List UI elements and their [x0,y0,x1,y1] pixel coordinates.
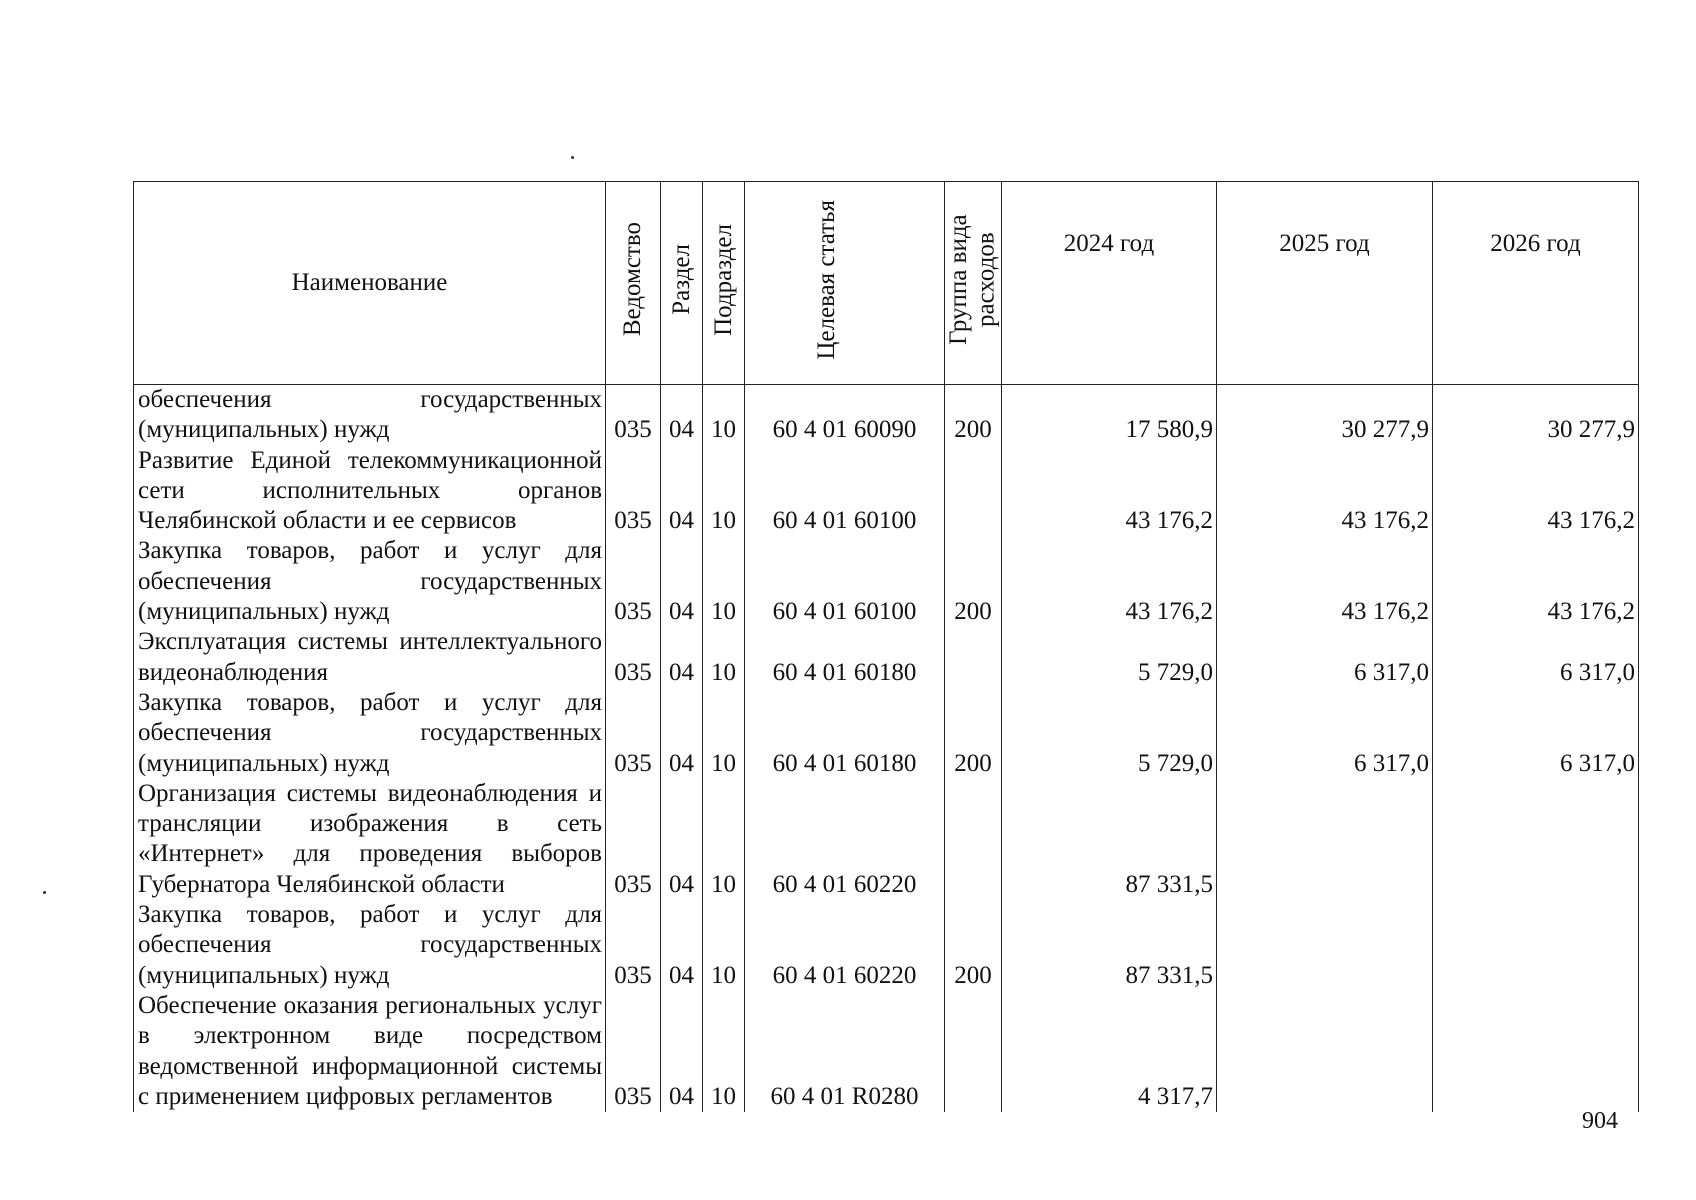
table-row [134,688,1639,779]
cell-gruppa: 200 [945,688,1002,779]
cell-2025: 43 176,2 [1217,446,1433,537]
page-number: 904 [1582,1108,1618,1134]
cell-2026: 6 317,0 [1433,627,1639,688]
cell-gruppa [945,779,1002,900]
cell-2026 [1433,900,1639,991]
cell-2025: 43 176,2 [1217,536,1433,627]
header-gruppa: Группа вида расходов [945,182,1002,385]
cell-name: Закупка товаров, работ и услуг для обеспечения государственных (муниципальных) нужд [134,688,606,779]
cell-gruppa: 200 [945,900,1002,991]
cell-2025: 30 277,9 [1217,385,1433,446]
cell-2024: 17 580,9 [1002,385,1217,446]
cell-gruppa [945,991,1002,1112]
cell-gruppa: 200 [945,385,1002,446]
cell-2025 [1217,779,1433,900]
cell-celevaya: 60 4 01 60100 [745,536,945,627]
cell-razdel: 04 [661,900,703,991]
cell-celevaya: 60 4 01 R0280 [745,991,945,1112]
table-body [134,385,1639,1113]
cell-name: Закупка товаров, работ и услуг для обеспечения государственных (муниципальных) нужд [134,900,606,991]
table-row [134,536,1639,627]
header-2025: 2025 год [1217,182,1433,385]
cell-podrazdel: 10 [703,900,745,991]
cell-2026 [1433,991,1639,1112]
cell-razdel: 04 [661,779,703,900]
budget-table [133,181,1639,1112]
cell-ved: 035 [606,627,661,688]
cell-ved: 035 [606,688,661,779]
scan-speck [43,891,46,894]
cell-2025 [1217,900,1433,991]
cell-gruppa [945,446,1002,537]
cell-podrazdel: 10 [703,627,745,688]
table-row [134,779,1639,900]
cell-name: Организация системы видеонаблюдения и трансляции изображения в сеть «Интернет» для проведения выборов Губернатора Челябинской области [134,779,606,900]
table-header [134,182,1639,385]
cell-2024: 87 331,5 [1002,779,1217,900]
header-ved: Ведомство [606,182,661,385]
cell-celevaya: 60 4 01 60100 [745,446,945,537]
cell-2026: 43 176,2 [1433,536,1639,627]
table-row [134,385,1639,446]
cell-2024: 43 176,2 [1002,446,1217,537]
header-celevaya: Целевая статья [745,182,945,385]
cell-name: обеспечения государственных (муниципальных) нужд [134,385,606,446]
header-2024: 2024 год [1002,182,1217,385]
table-row [134,900,1639,991]
cell-ved: 035 [606,446,661,537]
cell-razdel: 04 [661,385,703,446]
cell-2024: 5 729,0 [1002,688,1217,779]
cell-ved: 035 [606,779,661,900]
cell-celevaya: 60 4 01 60220 [745,779,945,900]
cell-2026 [1433,779,1639,900]
cell-razdel: 04 [661,536,703,627]
cell-2024: 87 331,5 [1002,900,1217,991]
cell-2026: 30 277,9 [1433,385,1639,446]
cell-celevaya: 60 4 01 60220 [745,900,945,991]
cell-2026: 43 176,2 [1433,446,1639,537]
cell-2024: 4 317,7 [1002,991,1217,1112]
cell-name: Обеспечение оказания региональных услуг в электронном виде посредством ведомственной информационной системы с применением цифровых регламентов [134,991,606,1112]
cell-2026: 6 317,0 [1433,688,1639,779]
table-row [134,991,1639,1112]
cell-gruppa [945,627,1002,688]
cell-ved: 035 [606,536,661,627]
cell-celevaya: 60 4 01 60090 [745,385,945,446]
header-razdel: Раздел [661,182,703,385]
cell-2025: 6 317,0 [1217,627,1433,688]
cell-gruppa: 200 [945,536,1002,627]
cell-razdel: 04 [661,991,703,1112]
header-podrazdel: Подраздел [703,182,745,385]
cell-2025 [1217,991,1433,1112]
cell-razdel: 04 [661,627,703,688]
cell-podrazdel: 10 [703,779,745,900]
cell-name: Эксплуатация системы интеллектуального видеонаблюдения [134,627,606,688]
cell-2025: 6 317,0 [1217,688,1433,779]
cell-name: Закупка товаров, работ и услуг для обеспечения государственных (муниципальных) нужд [134,536,606,627]
cell-ved: 035 [606,991,661,1112]
cell-podrazdel: 10 [703,446,745,537]
cell-razdel: 04 [661,446,703,537]
cell-podrazdel: 10 [703,688,745,779]
table-row [134,627,1639,688]
cell-celevaya: 60 4 01 60180 [745,688,945,779]
header-name: Наименование [134,182,606,385]
cell-podrazdel: 10 [703,536,745,627]
header-2026: 2026 год [1433,182,1639,385]
cell-ved: 035 [606,900,661,991]
cell-ved: 035 [606,385,661,446]
scan-speck [571,156,574,159]
table-row [134,446,1639,537]
cell-2024: 43 176,2 [1002,536,1217,627]
cell-name: Развитие Единой телекоммуникационной сети исполнительных органов Челябинской области и ее сервисов [134,446,606,537]
cell-podrazdel: 10 [703,991,745,1112]
cell-2024: 5 729,0 [1002,627,1217,688]
cell-celevaya: 60 4 01 60180 [745,627,945,688]
cell-razdel: 04 [661,688,703,779]
cell-podrazdel: 10 [703,385,745,446]
budget-table-container [133,181,1638,1112]
